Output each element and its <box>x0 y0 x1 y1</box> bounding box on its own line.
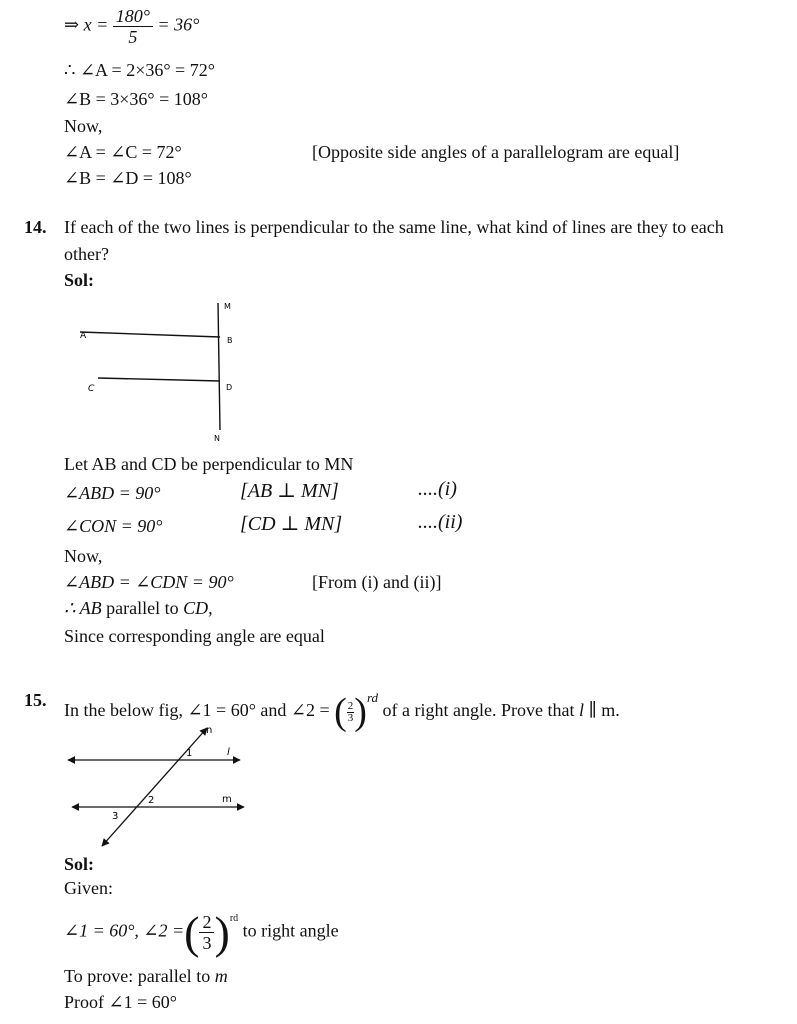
equation-a-equals-c: ∠A = ∠C = 72° <box>64 142 182 162</box>
q15-parallel-m: ∥ m. <box>588 700 620 721</box>
given-rest-text: to right angle <box>242 920 339 941</box>
tag-i: ....(i) <box>418 478 457 500</box>
given-label: Given: <box>64 878 113 898</box>
label-c: C <box>88 384 95 394</box>
label-b: B <box>227 336 233 345</box>
q15-frac-den: 3 <box>347 711 354 724</box>
equation-con: ∠CON = 90° <box>64 516 163 536</box>
label-angle-1: 1 <box>186 748 193 759</box>
given-frac-den: 3 <box>202 933 212 953</box>
equation-b-equals-d: ∠B = ∠D = 108° <box>64 168 192 188</box>
now-label-14: Now, <box>64 546 103 566</box>
eq-suffix: = 36° <box>157 14 200 35</box>
reason-ab-perp-mn: [AB ⊥ MN] <box>240 480 339 502</box>
let-statement: Let AB and CD be perpendicular to MN <box>64 454 354 474</box>
question-14-text-line1: If each of the two lines is perpendicular to the same line, what kind of lines are they to each <box>64 217 724 237</box>
equation-abd-cdn: ∠ABD = ∠CDN = 90° <box>64 572 234 592</box>
cd-symbol: CD, <box>183 598 213 618</box>
proof-statement: Proof ∠1 = 60° <box>64 992 177 1012</box>
eq-prefix: ⇒ x = <box>64 14 109 35</box>
q15-l: l <box>578 700 584 721</box>
given-eq-text: ∠1 = 60°, ∠2 = <box>64 920 185 941</box>
parallel-to-text: parallel to <box>106 598 179 618</box>
q15-part2: of a right angle. Prove that <box>382 700 575 721</box>
given-paren-open: ( <box>184 907 200 958</box>
tag-ii: ....(ii) <box>418 511 463 533</box>
label-n15: n <box>206 725 213 736</box>
since-statement: Since corresponding angle are equal <box>64 626 325 646</box>
reason-opposite-angles: [Opposite side angles of a parallelogram are equal] <box>312 142 680 162</box>
fraction <box>113 6 153 47</box>
given-fraction <box>199 912 214 953</box>
perpendicular-lines-figure <box>70 295 250 450</box>
given-frac-num: 2 <box>199 912 214 933</box>
given-paren-close: ) <box>214 907 230 958</box>
label-n: N <box>214 434 220 443</box>
equation-angle-b: ∠B = 3×36° = 108° <box>64 89 208 109</box>
label-angle-2: 2 <box>148 795 155 806</box>
sol-label-14: Sol: <box>64 270 95 290</box>
label-angle-3: 3 <box>112 811 119 822</box>
question-number-14: 14. <box>24 217 47 237</box>
reason-cd-perp-mn: [CD ⊥ MN] <box>240 513 343 535</box>
line-ab <box>80 332 220 337</box>
q15-frac-num: 2 <box>347 699 354 712</box>
q15-part1: In the below fig, ∠1 = 60° and ∠2 = <box>64 700 330 721</box>
to-prove-m: m <box>214 966 228 986</box>
given-equation <box>64 906 339 959</box>
label-l15: l <box>227 747 230 758</box>
q15-sup: rd <box>366 690 379 706</box>
label-m: M <box>224 302 231 311</box>
question-number-15: 15. <box>24 690 47 710</box>
label-d: D <box>226 383 233 392</box>
equation-x-value <box>64 6 199 47</box>
paren-close: ) <box>354 691 367 733</box>
label-m15: m <box>222 794 232 805</box>
to-prove-text: To prove: parallel to <box>64 966 211 986</box>
given-sup: rd <box>229 912 239 924</box>
equation-angle-a: ∴ ∠A = 2×36° = 72° <box>64 60 215 80</box>
line-cd <box>98 378 220 381</box>
conclusion-parallel <box>64 598 213 619</box>
question-14-text-line2: other? <box>64 244 109 264</box>
transversal-figure <box>62 720 252 850</box>
now-label: Now, <box>64 116 103 136</box>
line-n <box>102 728 207 846</box>
paren-open: ( <box>334 691 347 733</box>
equation-abd: ∠ABD = 90° <box>64 483 161 503</box>
therefore-ab: ∴ AB <box>64 598 102 618</box>
sol-label-15: Sol: <box>64 854 95 874</box>
to-prove-statement <box>64 966 228 987</box>
reason-from-i-ii: [From (i) and (ii)] <box>312 572 442 592</box>
fraction-numerator: 180° <box>113 6 153 27</box>
line-mn <box>218 303 220 430</box>
label-a: A <box>80 331 87 341</box>
fraction-denominator: 5 <box>128 27 138 47</box>
